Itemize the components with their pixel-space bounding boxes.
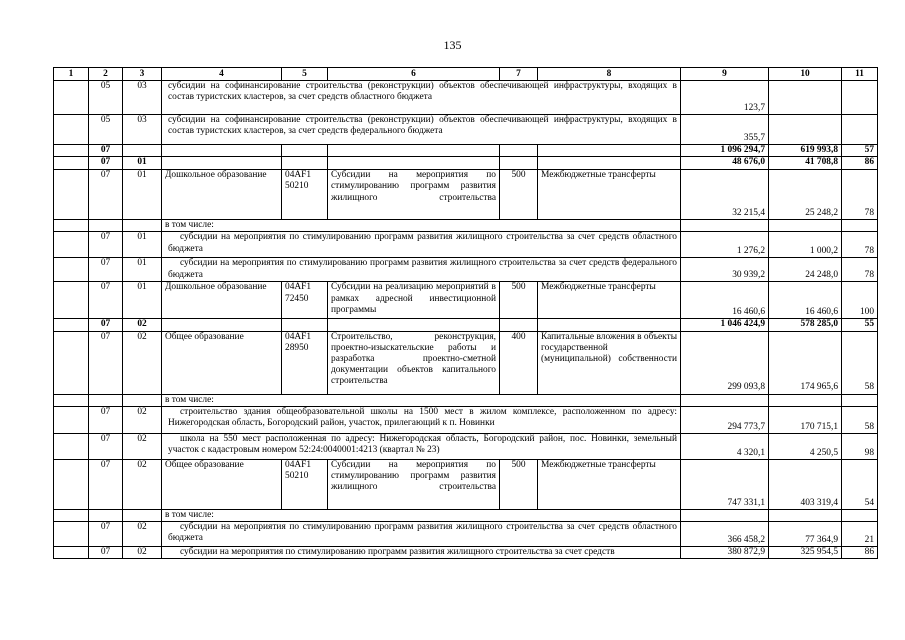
table-row xyxy=(54,282,878,319)
amount-planned: 1 096 294,7 xyxy=(681,145,769,157)
amount-executed: 619 993,8 xyxy=(769,145,842,157)
expense-type-name: Капитальные вложения в объекты государственной (муниципальной) собственности xyxy=(538,331,681,394)
target-article-code: 04AF1 50210 xyxy=(282,170,328,220)
row-description: субсидии на софинансирование строительства (реконструкции) объектов обеспечивающей инфраструктуры, входящих в состав туристских кластеров, за счет средств областного бюджета xyxy=(162,81,681,115)
header-cell: 4 xyxy=(162,68,282,81)
header-cell: 11 xyxy=(842,68,878,81)
expense-type-name: Межбюджетные трансферты xyxy=(538,170,681,220)
target-article-name: Субсидии на мероприятия по стимулированию программ развития жилищного строительства xyxy=(328,170,500,220)
row-description: субсидии на мероприятия по стимулированию программ развития жилищного строительства за счет средств xyxy=(162,547,681,559)
execution-percent: 57 xyxy=(842,145,878,157)
section-code: 07 xyxy=(89,282,123,319)
subsection-code: 03 xyxy=(123,115,162,145)
section-code: 07 xyxy=(89,433,123,459)
amount-executed: 25 248,2 xyxy=(769,170,842,220)
header-cell: 7 xyxy=(500,68,538,81)
section-code: 07 xyxy=(89,319,123,331)
header-cell: 6 xyxy=(328,68,500,81)
subsection-code: 02 xyxy=(123,319,162,331)
section-code: 07 xyxy=(89,522,123,547)
execution-percent: 21 xyxy=(842,522,878,547)
table-row xyxy=(54,220,878,232)
table-row-total xyxy=(54,145,878,157)
section-code: 07 xyxy=(89,406,123,433)
table-row xyxy=(54,547,878,559)
budget-table xyxy=(53,67,878,559)
expense-type-code: 500 xyxy=(500,459,538,509)
subsection-code: 02 xyxy=(123,459,162,509)
section-code: 07 xyxy=(89,145,123,157)
table-row-total xyxy=(54,319,878,331)
row-description: строительство здания общеобразовательной школы на 1500 мест в жилом комплексе, расположенном по адресу: Нижегородская область, Богородский район, участок, прилегающий к п. Новинки xyxy=(162,406,681,433)
subsection-code: 02 xyxy=(123,331,162,394)
subsection-code: 02 xyxy=(123,547,162,559)
header-cell: 3 xyxy=(123,68,162,81)
amount-executed: 170 715,1 xyxy=(769,406,842,433)
amount-planned: 48 676,0 xyxy=(681,157,769,170)
including-label: в том числе: xyxy=(162,220,681,232)
row-description: субсидии на мероприятия по стимулированию программ развития жилищного строительства за счет средств областного бюджета xyxy=(162,522,681,547)
target-article-code: 04AF1 72450 xyxy=(282,282,328,319)
table-row xyxy=(54,115,878,145)
section-code: 07 xyxy=(89,170,123,220)
subsection-code: 01 xyxy=(123,258,162,282)
expense-type-code: 500 xyxy=(500,282,538,319)
header-cell: 2 xyxy=(89,68,123,81)
amount-planned: 1 046 424,9 xyxy=(681,319,769,331)
execution-percent xyxy=(842,115,878,145)
execution-percent: 58 xyxy=(842,406,878,433)
target-article-name: Строительство, реконструкция, проектно-изыскательские работы и разработка проектно-сметной документации объектов капитального строительства xyxy=(328,331,500,394)
table-row xyxy=(54,81,878,115)
amount-executed: 325 954,5 xyxy=(769,547,842,559)
section-code: 05 xyxy=(89,81,123,115)
execution-percent: 78 xyxy=(842,258,878,282)
amount-planned: 747 331,1 xyxy=(681,459,769,509)
subsection-code: 03 xyxy=(123,81,162,115)
amount-planned: 123,7 xyxy=(681,81,769,115)
header-cell: 10 xyxy=(769,68,842,81)
expense-type-code: 500 xyxy=(500,170,538,220)
amount-planned: 299 093,8 xyxy=(681,331,769,394)
section-code: 07 xyxy=(89,459,123,509)
amount-executed: 578 285,0 xyxy=(769,319,842,331)
section-code: 07 xyxy=(89,331,123,394)
amount-executed: 4 250,5 xyxy=(769,433,842,459)
row-category: Дошкольное образование xyxy=(162,170,282,220)
table-row xyxy=(54,509,878,521)
amount-planned: 380 872,9 xyxy=(681,547,769,559)
target-article-name: Субсидии на реализацию мероприятий в рамках адресной инвестиционной программы xyxy=(328,282,500,319)
execution-percent: 54 xyxy=(842,459,878,509)
target-article-code: 04AF1 50210 xyxy=(282,459,328,509)
expense-type-code: 400 xyxy=(500,331,538,394)
table-row xyxy=(54,331,878,394)
subsection-code: 01 xyxy=(123,282,162,319)
table-row xyxy=(54,232,878,258)
table-row xyxy=(54,394,878,406)
expense-type-name: Межбюджетные трансферты xyxy=(538,282,681,319)
amount-planned: 1 276,2 xyxy=(681,232,769,258)
table-row xyxy=(54,170,878,220)
subsection-code: 01 xyxy=(123,170,162,220)
amount-executed: 77 364,9 xyxy=(769,522,842,547)
table-row xyxy=(54,258,878,282)
execution-percent: 55 xyxy=(842,319,878,331)
table-row xyxy=(54,406,878,433)
amount-executed: 24 248,0 xyxy=(769,258,842,282)
subsection-code: 02 xyxy=(123,406,162,433)
execution-percent: 78 xyxy=(842,232,878,258)
subsection-code: 02 xyxy=(123,522,162,547)
section-code: 07 xyxy=(89,258,123,282)
including-label: в том числе: xyxy=(162,509,681,521)
execution-percent: 100 xyxy=(842,282,878,319)
amount-executed: 16 460,6 xyxy=(769,282,842,319)
table-header-row xyxy=(54,68,878,81)
amount-executed: 1 000,2 xyxy=(769,232,842,258)
table-row-total xyxy=(54,157,878,170)
subsection-code: 01 xyxy=(123,232,162,258)
row-category: Дошкольное образование xyxy=(162,282,282,319)
page-number: 135 xyxy=(443,38,462,52)
expense-type-name: Межбюджетные трансферты xyxy=(538,459,681,509)
subsection-code: 02 xyxy=(123,433,162,459)
including-label: в том числе: xyxy=(162,394,681,406)
execution-percent: 86 xyxy=(842,157,878,170)
amount-planned: 4 320,1 xyxy=(681,433,769,459)
execution-percent: 58 xyxy=(842,331,878,394)
row-category: Общее образование xyxy=(162,331,282,394)
execution-percent: 86 xyxy=(842,547,878,559)
amount-executed xyxy=(769,115,842,145)
section-code: 07 xyxy=(89,232,123,258)
subsection-code: 01 xyxy=(123,157,162,170)
row-description: субсидии на мероприятия по стимулированию программ развития жилищного строительства за счет средств областного бюджета xyxy=(162,232,681,258)
row-category: Общее образование xyxy=(162,459,282,509)
section-code: 07 xyxy=(89,157,123,170)
target-article-code: 04AF1 28950 xyxy=(282,331,328,394)
section-code: 05 xyxy=(89,115,123,145)
execution-percent xyxy=(842,81,878,115)
header-cell: 5 xyxy=(282,68,328,81)
section-code: 07 xyxy=(89,547,123,559)
amount-planned: 32 215,4 xyxy=(681,170,769,220)
execution-percent: 98 xyxy=(842,433,878,459)
amount-executed: 41 708,8 xyxy=(769,157,842,170)
header-cell: 8 xyxy=(538,68,681,81)
amount-executed: 403 319,4 xyxy=(769,459,842,509)
target-article-name: Субсидии на мероприятия по стимулированию программ развития жилищного строительства xyxy=(328,459,500,509)
amount-planned: 16 460,6 xyxy=(681,282,769,319)
table-row xyxy=(54,522,878,547)
execution-percent: 78 xyxy=(842,170,878,220)
header-cell: 9 xyxy=(681,68,769,81)
amount-executed xyxy=(769,81,842,115)
amount-planned: 30 939,2 xyxy=(681,258,769,282)
amount-executed: 174 965,6 xyxy=(769,331,842,394)
row-description: школа на 550 мест расположенная по адресу: Нижегородская область, Богородский район, пос. Новинки, земельный участок с кадастровым номером 52:24:0040001:4213 (квартал № 23) xyxy=(162,433,681,459)
table-row xyxy=(54,459,878,509)
header-cell: 1 xyxy=(54,68,89,81)
amount-planned: 366 458,2 xyxy=(681,522,769,547)
amount-planned: 294 773,7 xyxy=(681,406,769,433)
row-description: субсидии на софинансирование строительства (реконструкции) объектов обеспечивающей инфраструктуры, входящих в состав туристских кластеров, за счет средств федерального бюджета xyxy=(162,115,681,145)
table-row xyxy=(54,433,878,459)
row-description: субсидии на мероприятия по стимулированию программ развития жилищного строительства за счет средств федерального бюджета xyxy=(162,258,681,282)
amount-planned: 355,7 xyxy=(681,115,769,145)
